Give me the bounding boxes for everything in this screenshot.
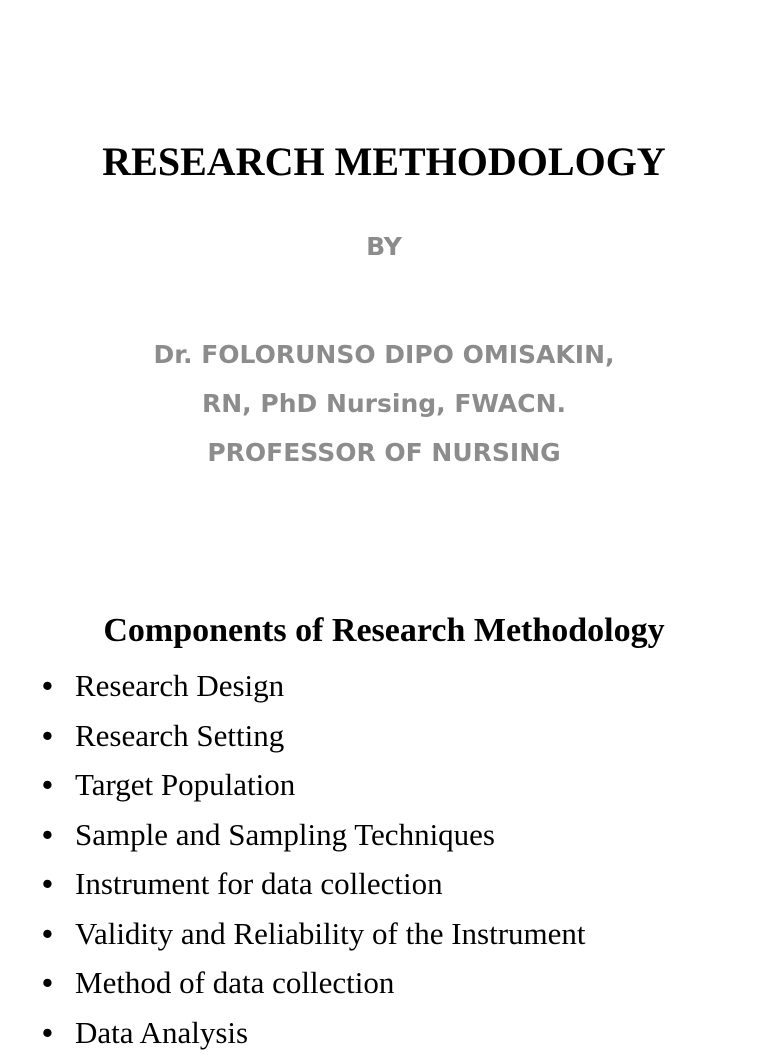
list-item-text: Instrument for data collection (75, 866, 443, 901)
list-item-text: Method of data collection (75, 965, 395, 1000)
list-item-text: Data Analysis (75, 1014, 249, 1050)
author-name: Dr. FOLORUNSO DIPO OMISAKIN, (153, 340, 615, 369)
list-item-text: Research Setting (75, 717, 285, 753)
slide-title: RESEARCH METHODOLOGY (102, 139, 666, 184)
list-item-text: Target Population (75, 767, 296, 802)
bullet-icon: • (42, 1014, 53, 1050)
bullet-icon: • (42, 717, 53, 753)
list-item-text: Research Design (75, 668, 285, 703)
author-credentials: RN, PhD Nursing, FWACN. (202, 389, 566, 418)
list-item-text: Sample and Sampling Techniques (75, 816, 495, 852)
bullet-icon: • (42, 668, 53, 703)
bullet-icon: • (42, 866, 53, 901)
section-title: Components of Research Methodology (103, 612, 665, 649)
list-item-text: Validity and Reliability of the Instrument (75, 915, 586, 951)
bullet-icon: • (42, 767, 53, 802)
bullet-icon: • (42, 816, 53, 852)
author-block (0, 330, 768, 477)
author-position: PROFESSOR OF NURSING (207, 438, 561, 467)
bullet-icon: • (42, 915, 53, 951)
by-label: BY (366, 232, 402, 261)
bullet-icon: • (42, 965, 53, 1000)
